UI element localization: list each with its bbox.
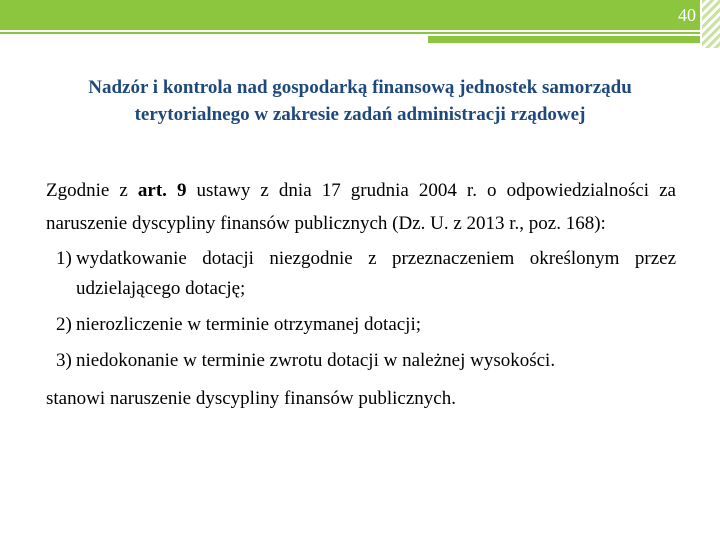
list-item-text: niedokonanie w terminie zwrotu dotacji w należnej wysokości. bbox=[76, 350, 556, 371]
list-item-number: 2) bbox=[56, 314, 72, 335]
slide-title-line-2: terytorialnego w zakresie zadań administracji rządowej bbox=[134, 104, 586, 125]
slide-title bbox=[20, 74, 700, 128]
intro-text-start: Zgodnie z bbox=[46, 180, 138, 201]
list-item-text: nierozliczenie w terminie otrzymanej dotacji; bbox=[76, 314, 422, 335]
list-item bbox=[46, 310, 676, 340]
violation-list bbox=[46, 244, 676, 376]
intro-paragraph bbox=[46, 174, 676, 240]
slide-title-line-1: Nadzór i kontrola nad gospodarką finansową jednostek samorządu bbox=[88, 77, 632, 98]
page-number: 40 bbox=[678, 5, 696, 25]
header-tab-accent bbox=[428, 36, 700, 43]
header-rule bbox=[0, 32, 700, 34]
list-item-number: 3) bbox=[56, 350, 72, 371]
list-item bbox=[46, 346, 676, 376]
header-band bbox=[0, 0, 700, 30]
list-item bbox=[46, 244, 676, 304]
list-item-text: wydatkowanie dotacji niezgodnie z przeznaczeniem określonym przez udzielającego dotację; bbox=[76, 248, 676, 299]
slide-body bbox=[46, 174, 676, 415]
intro-article-ref: art. 9 bbox=[137, 180, 187, 201]
intro-text-end: ustawy z dnia 17 grudnia 2004 r. o odpowiedzialności za naruszenie dyscypliny finansów publicznych (Dz. U. z 2013 r., poz. 168): bbox=[46, 180, 676, 234]
list-item-number: 1) bbox=[56, 248, 72, 269]
corner-pattern bbox=[702, 0, 720, 48]
outro-paragraph: stanowi naruszenie dyscypliny finansów publicznych. bbox=[46, 388, 456, 409]
